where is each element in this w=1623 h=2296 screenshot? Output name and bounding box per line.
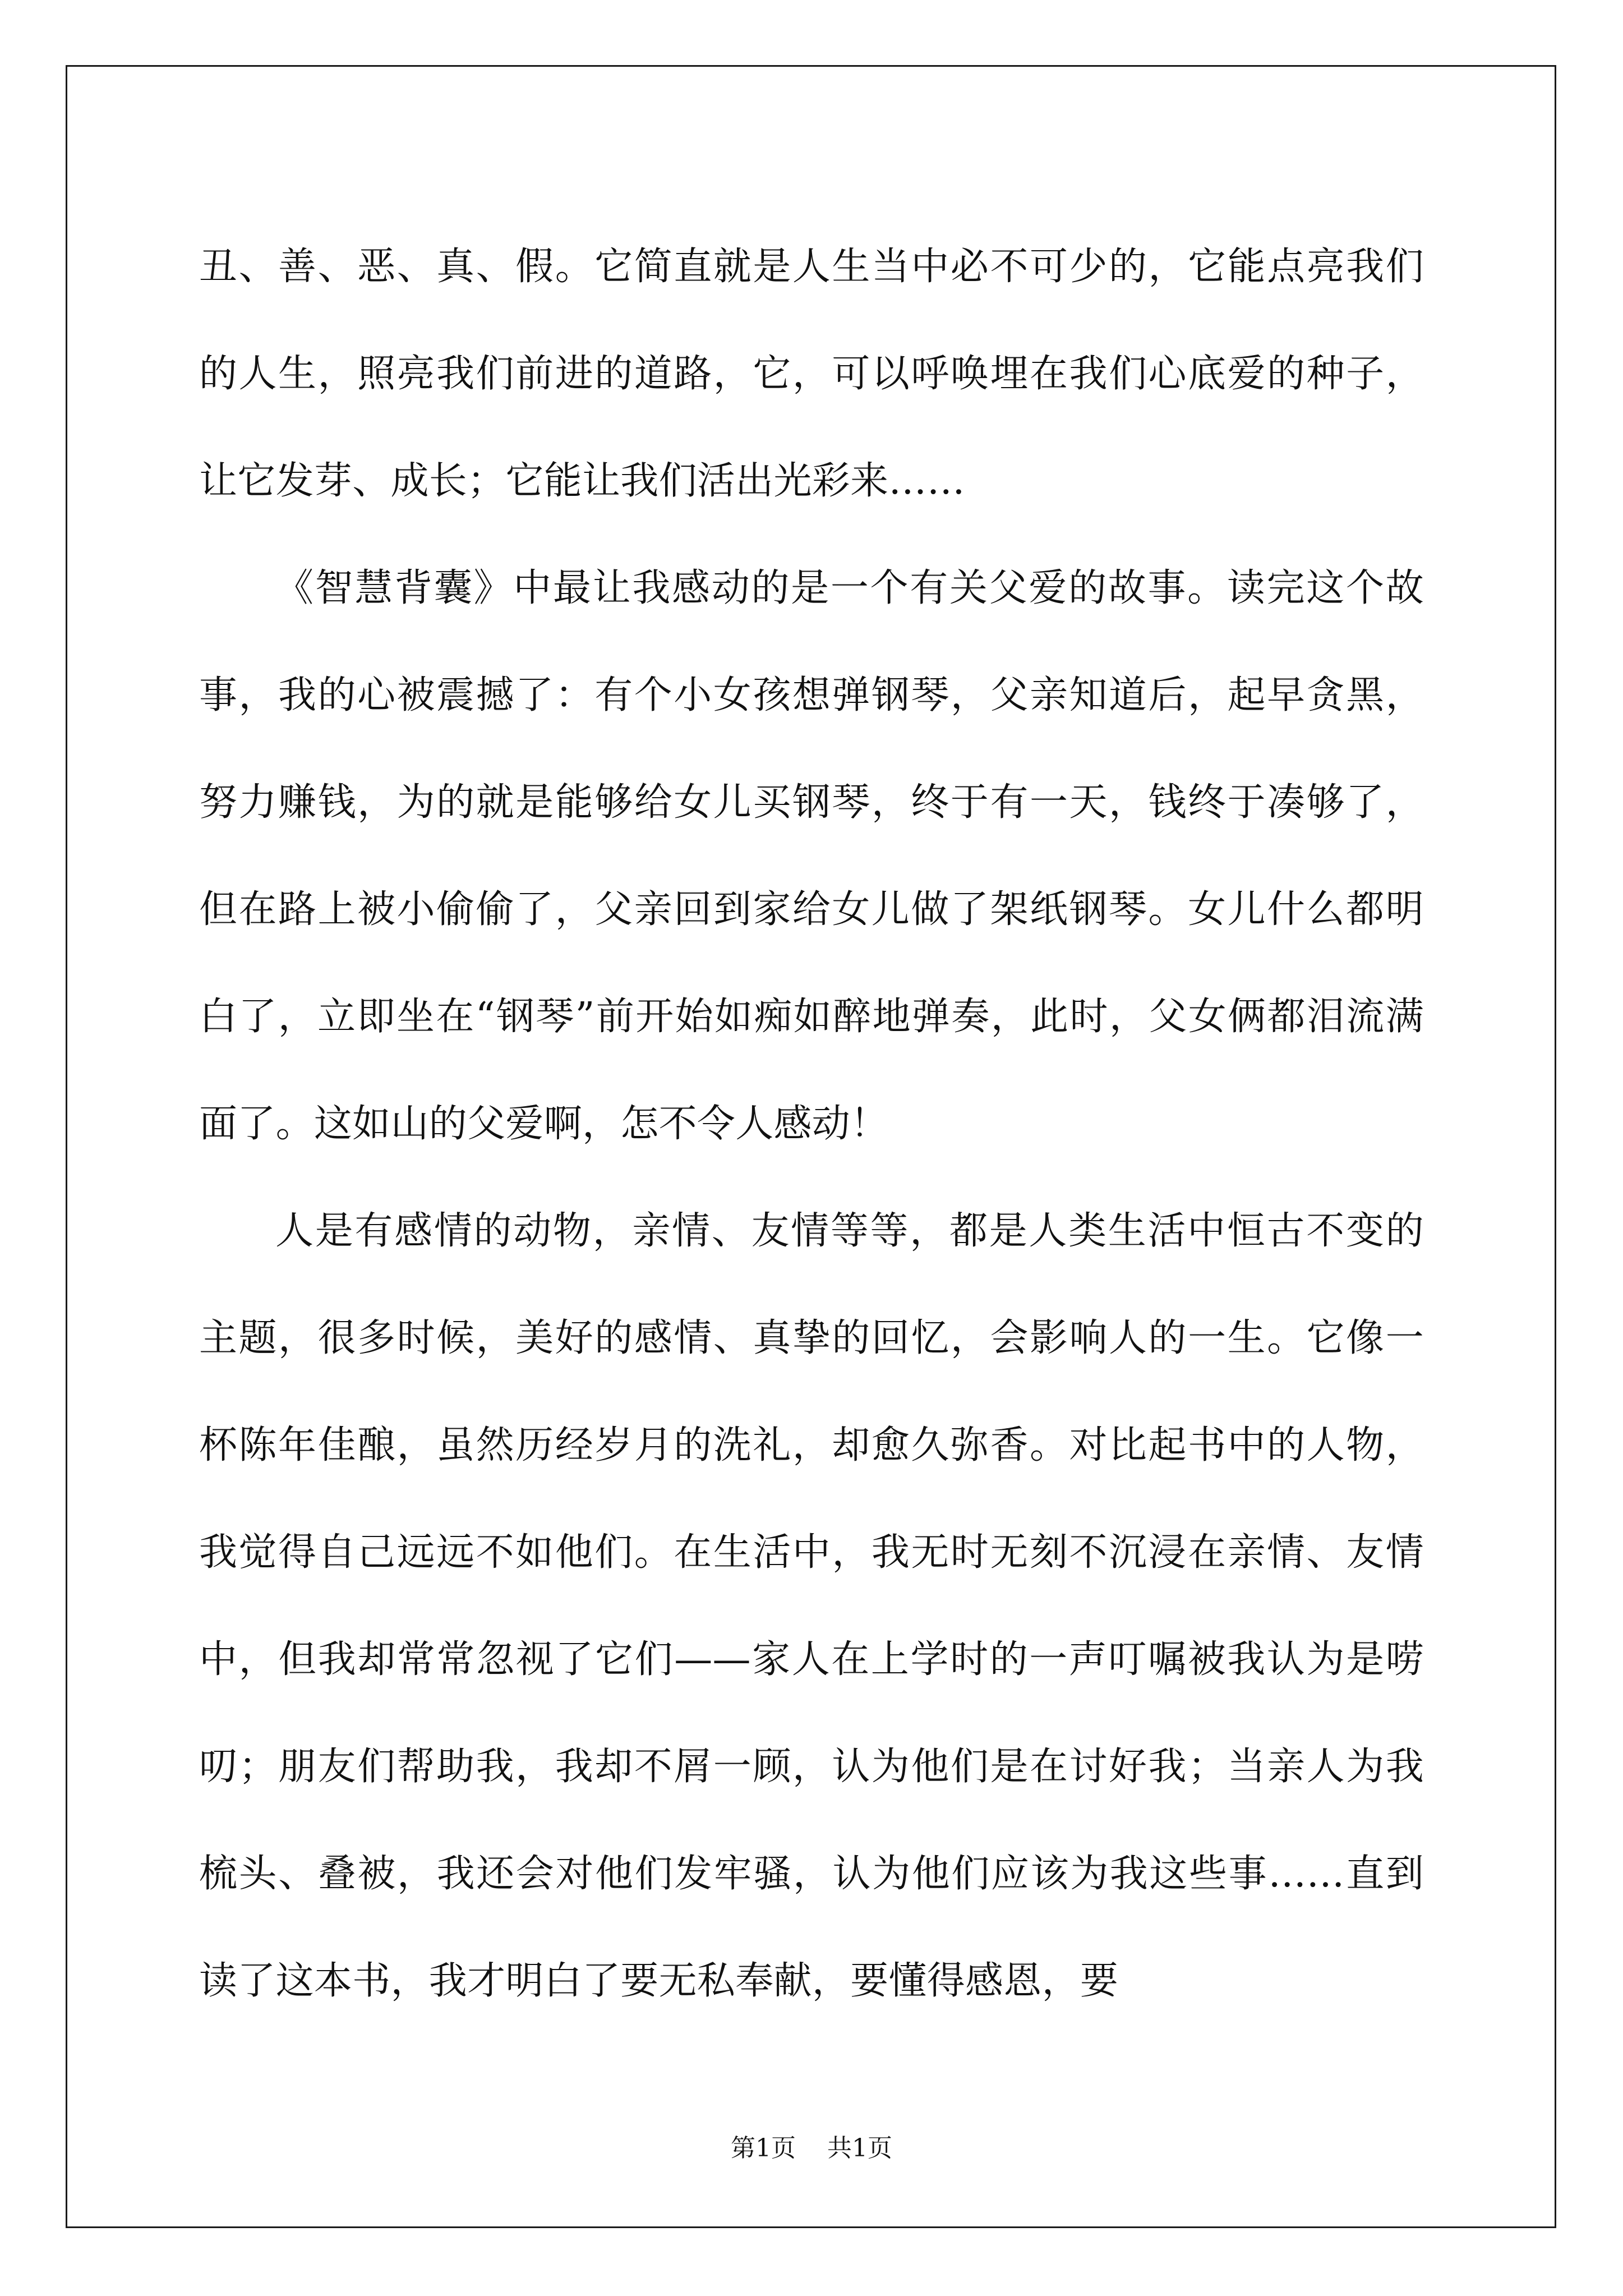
page-footer [0,2132,1623,2165]
page-total: 共1页 [827,2134,892,2162]
paragraph-2: 《智慧背囊》中最让我感动的是一个有关父爱的故事。读完这个故事，我的心被震撼了：有个小女孩想弹钢琴，父亲知道后，起早贪黑，努力赚钱，为的就是能够给女儿买钢琴，终于有一天，钱终于凑够了，但在路上被小偷偷了，父亲回到家给女儿做了架纸钢琴。女儿什么都明白了，立即坐在“钢琴”前开始如痴如醉地弹奏，此时，父女俩都泪流满面了。这如山的父爱啊，怎不令人感动！ [199,566,1424,1146]
paragraph-1: 丑、善、恶、真、假。它简直就是人生当中必不可少的，它能点亮我们的人生，照亮我们前进的道路，它，可以呼唤埋在我们心底爱的种子，让它发芽、成长；它能让我们活出光彩来…… [199,245,1424,503]
paragraph-3: 人是有感情的动物，亲情、友情等等，都是人类生活中恒古不变的主题，很多时候，美好的感情、真挚的回忆，会影响人的一生。它像一杯陈年佳酿，虽然历经岁月的洗礼，却愈久弥香。对比起书中的人物，我觉得自己远远不如他们。在生活中，我无时无刻不沉浸在亲情、友情中，但我却常常忽视了它们——家人在上学时的一声叮嘱被我认为是唠叨；朋友们帮助我，我却不屑一顾，认为他们是在讨好我；当亲人为我梳头、叠被，我还会对他们发牢骚，认为他们应该为我这些事……直到读了这本书，我才明白了要无私奉献，要懂得感恩，要 [199,1209,1424,2003]
page-number: 第1页 [731,2134,796,2162]
document-body [199,213,1424,2035]
